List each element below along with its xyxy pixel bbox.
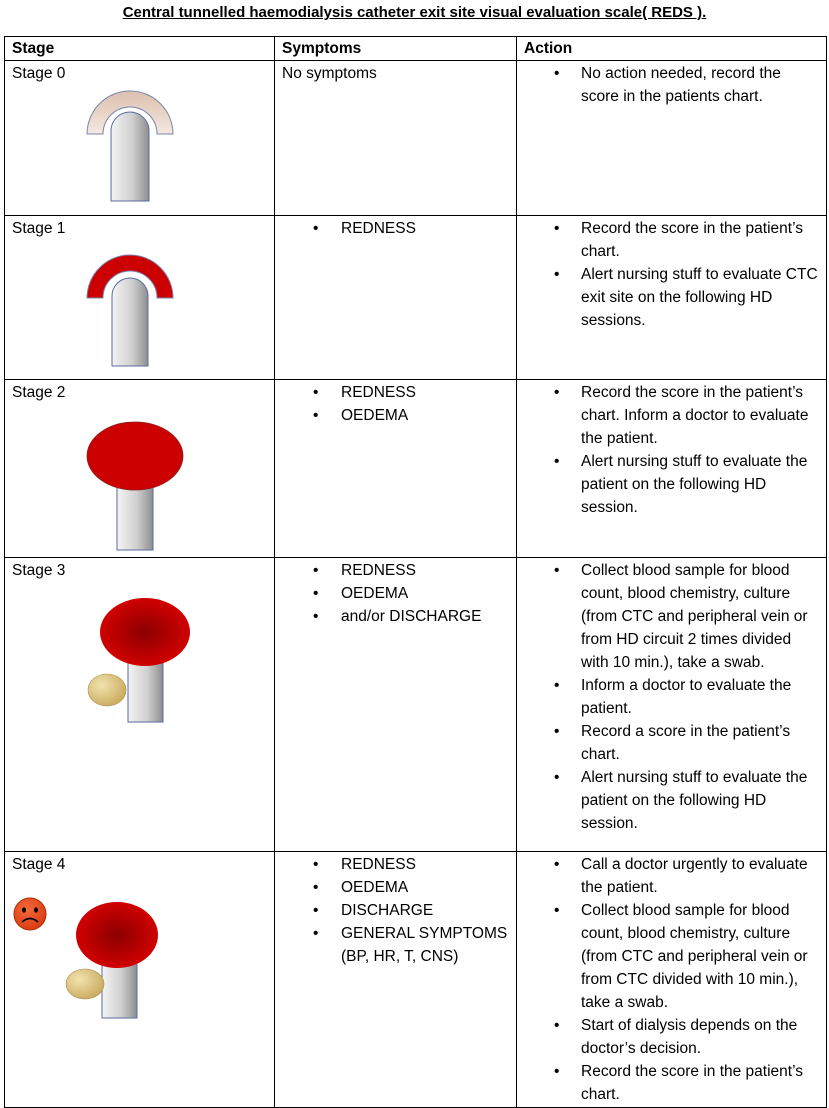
action-item: • Start of dialysis depends on the doctor’s decision. (524, 1014, 819, 1060)
action-cell (517, 852, 827, 1108)
action-cell (517, 558, 827, 852)
action-item: • Record a score in the patient’s chart. (524, 720, 819, 766)
symptom-item: • DISCHARGE (282, 899, 509, 922)
header-symptoms: Symptoms (275, 37, 517, 61)
symptom-item: • OEDEMA (282, 582, 509, 605)
reds-table (4, 36, 827, 1108)
action-item: • Record the score in the patient’s chart. (524, 1060, 819, 1106)
symptom-item: • and/or DISCHARGE (282, 605, 509, 628)
action-cell (517, 61, 827, 216)
stage-cell (5, 216, 275, 380)
table-header-row (5, 37, 827, 61)
symptom-item: • REDNESS (282, 381, 509, 404)
action-item: • Collect blood sample for blood count, blood chemistry, culture (from CTC and peripheral vein or from HD circuit 2 times divided with 10 min.), take a swab. (524, 559, 819, 674)
stage-label: Stage 1 (12, 220, 66, 237)
action-item: • Alert nursing stuff to evaluate the patient on the following HD session. (524, 450, 819, 519)
symptoms-cell (275, 380, 517, 558)
action-item: • Alert nursing stuff to evaluate CTC exit site on the following HD sessions. (524, 263, 819, 332)
table-row (5, 380, 827, 558)
action-item: • No action needed, record the score in the patients chart. (524, 62, 819, 108)
exit-site-stage-0-illustration (85, 86, 175, 206)
symptom-item: • OEDEMA (282, 404, 509, 427)
header-stage: Stage (5, 37, 275, 61)
action-cell (517, 216, 827, 380)
page-title: Central tunnelled haemodialysis catheter exit site visual evaluation scale( REDS ). (122, 4, 707, 21)
symptom-text: No symptoms (282, 65, 377, 82)
stage-label: Stage 0 (12, 65, 66, 82)
table-row (5, 61, 827, 216)
action-cell (517, 380, 827, 558)
exit-site-stage-4-illustration (61, 902, 181, 1022)
symptom-item: • REDNESS (282, 217, 509, 240)
symptom-item: • GENERAL SYMPTOMS (BP, HR, T, CNS) (282, 922, 509, 968)
action-item: • Inform a doctor to evaluate the patient. (524, 674, 819, 720)
action-item: • Call a doctor urgently to evaluate the patient. (524, 853, 819, 899)
symptoms-cell (275, 216, 517, 380)
header-action: Action (517, 37, 827, 61)
stage-cell (5, 852, 275, 1108)
symptoms-cell (275, 852, 517, 1108)
table-row (5, 216, 827, 380)
action-item: • Alert nursing stuff to evaluate the patient on the following HD session. (524, 766, 819, 835)
table-row (5, 852, 827, 1108)
exit-site-stage-2-illustration (85, 420, 185, 552)
stage-cell (5, 380, 275, 558)
stage-cell (5, 61, 275, 216)
table-row (5, 558, 827, 852)
stage-cell (5, 558, 275, 852)
stage-label: Stage 4 (12, 856, 66, 873)
sad-face-icon (12, 896, 52, 936)
exit-site-stage-3-illustration (79, 596, 199, 726)
symptoms-cell (275, 558, 517, 852)
symptoms-cell (275, 61, 517, 216)
symptom-item: • REDNESS (282, 853, 509, 876)
symptom-item: • OEDEMA (282, 876, 509, 899)
action-item: • Collect blood sample for blood count, blood chemistry, culture (from CTC and peripheral vein or from CTC divided with 10 min.), take a swab. (524, 899, 819, 1014)
stage-label: Stage 2 (12, 384, 66, 401)
exit-site-stage-1-illustration (85, 248, 175, 368)
stage-label: Stage 3 (12, 562, 66, 579)
action-item: • Record the score in the patient’s chart. (524, 217, 819, 263)
action-item: • Record the score in the patient’s chart. Inform a doctor to evaluate the patient. (524, 381, 819, 450)
symptom-item: • REDNESS (282, 559, 509, 582)
